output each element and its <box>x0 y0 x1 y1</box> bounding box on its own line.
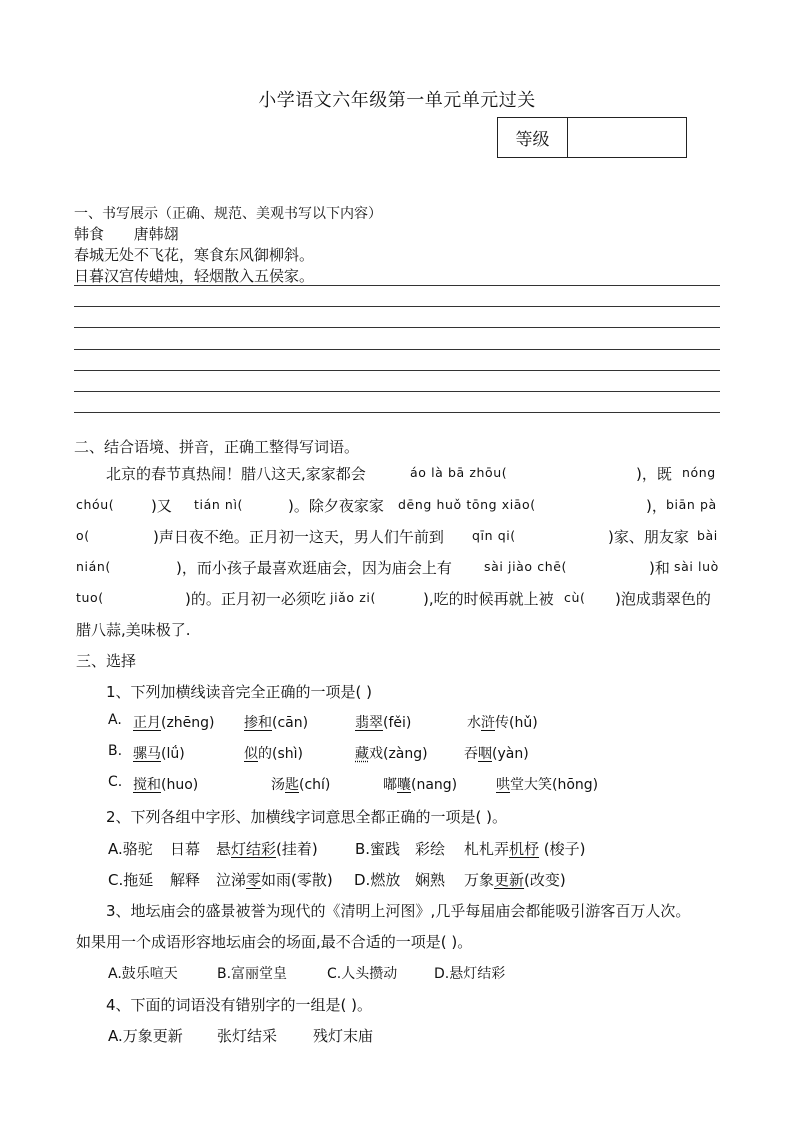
plain-char: 嘟 <box>383 777 397 793</box>
pronunciation: (huo) <box>161 777 199 793</box>
q1-b-item <box>355 743 428 763</box>
question-3-stem: 3、地坛庙会的盛景被誉为现代的《清明上河图》,几乎每届庙会都能吸引游客百万人次。 <box>106 902 691 920</box>
underlined-word: 搅和 <box>133 777 161 793</box>
q1-c-item <box>383 774 457 794</box>
pinyin-prompt: sài luò <box>674 559 719 574</box>
q3-option-a: A.鼓乐喧天 <box>108 966 178 982</box>
q2-option-b: B.蜜践 <box>355 840 401 858</box>
q2-word: 日幕 <box>170 840 201 858</box>
pinyin-prompt: sài jiào chē( <box>484 559 568 574</box>
pronunciation: 的(shì) <box>258 746 303 762</box>
underlined-word: 咽 <box>478 746 492 762</box>
q1-option-c-label: C. <box>108 774 123 790</box>
q2-option-d: D.燃放 <box>354 871 401 889</box>
grade-field[interactable] <box>568 118 686 157</box>
pronunciation: (yàn) <box>492 746 529 762</box>
q2-word: 彩绘 <box>415 840 446 858</box>
pronunciation: (cān) <box>272 715 309 731</box>
poem-author: 唐韩翃 <box>133 225 179 243</box>
writing-line[interactable] <box>74 306 720 307</box>
plain-char: 泣涕 <box>216 871 247 889</box>
section2-heading: 二、结合语境、拼音，正确工整得写词语。 <box>74 438 360 456</box>
para-text: )又 <box>151 497 172 515</box>
plain-char: 札札弄 <box>464 840 510 858</box>
q4-word: 残灯末庙 <box>313 1027 374 1045</box>
q1-a-item <box>355 712 411 732</box>
question-3-stem-cont: 如果用一个成语形容地坛庙会的场面,最不合适的一项是( )。 <box>76 933 473 951</box>
poem-line-2: 日暮汉宫传蜡烛，轻烟散入五侯家。 <box>74 267 315 285</box>
q3-option-c: C.人头攒动 <box>327 966 398 982</box>
plain-char: 吞 <box>464 746 478 762</box>
meaning: (挂着) <box>276 840 318 858</box>
pronunciation: (nang) <box>411 777 458 793</box>
writing-line[interactable] <box>74 370 720 371</box>
meaning: (梭子) <box>539 840 586 858</box>
q2-word <box>216 869 333 890</box>
q2-word: 解释 <box>170 871 201 889</box>
para-text: 北京的春节真热闹！腊八这天,家家都会 <box>106 465 366 483</box>
pronunciation: (zhēng) <box>161 715 215 731</box>
section3-heading: 三、选择 <box>76 652 137 670</box>
pinyin-prompt: tián nì( <box>194 497 244 512</box>
underlined-word: 哄 <box>496 777 510 793</box>
q1-option-b-label: B. <box>108 743 123 759</box>
pinyin-prompt: tuo( <box>76 590 104 605</box>
pinyin-prompt: nián( <box>76 559 111 574</box>
pronunciation: 戏(zàng) <box>369 746 428 762</box>
para-text: )和 <box>649 559 670 577</box>
pronunciation: (fěi) <box>383 715 412 731</box>
para-text: )泡成翡翠色的 <box>615 590 711 608</box>
plain-char: 悬 <box>216 840 232 858</box>
para-text: 腊八蒜,美味极了. <box>76 621 191 639</box>
grade-box <box>497 117 687 158</box>
para-text: )，而小孩子最喜欢逛庙会，因为庙会上有 <box>176 559 452 577</box>
q2-word <box>216 838 318 859</box>
poem-title-line <box>74 223 179 244</box>
writing-line[interactable] <box>74 349 720 350</box>
pinyin-prompt: nóng <box>682 465 716 480</box>
q1-c-item <box>271 774 330 794</box>
q1-a-item <box>244 712 308 732</box>
q2-word: 娴熟 <box>415 871 446 889</box>
plain-char: 水 <box>467 715 481 731</box>
section1-heading: 一、书写展示（正确、规范、美观书写以下内容） <box>74 206 382 222</box>
question-1-stem: 1、下列加横线读音完全正确的一项是( ) <box>106 683 373 701</box>
para-text: )家、朋友家 <box>608 528 689 546</box>
underlined-word: 囔 <box>397 777 411 793</box>
grade-label: 等级 <box>498 118 568 157</box>
q1-c-item <box>133 774 198 794</box>
question-2-stem: 2、下列各组中字形、加横线字词意思全都正确的一项是( )。 <box>106 808 508 826</box>
underlined-word: 翡翠 <box>355 715 383 731</box>
underlined-word: 浒 <box>481 715 495 731</box>
q4-word: 张灯结采 <box>217 1027 278 1045</box>
para-text: )的。正月初一必须吃 <box>185 590 326 608</box>
pronunciation: 堂大笑(hōng) <box>510 777 599 793</box>
underlined-word: 藏 <box>355 746 369 762</box>
pronunciation: 传(hǔ) <box>495 715 538 731</box>
para-text: ),吃的时候再就上被 <box>423 590 554 608</box>
poem-line-1: 春城无处不飞花，寒食东风御柳斜。 <box>74 246 315 264</box>
pinyin-prompt: bài <box>697 528 718 543</box>
q4-option-a: A.万象更新 <box>108 1027 183 1045</box>
q1-b-item <box>464 743 529 763</box>
underlined-word: 掺和 <box>244 715 272 731</box>
pinyin-prompt: o( <box>76 528 90 543</box>
underlined-word: 匙 <box>285 777 299 793</box>
plain-char: 汤 <box>271 777 285 793</box>
underlined-word: 似 <box>244 746 258 762</box>
underlined-word: 机杼 <box>509 840 540 858</box>
q2-word <box>464 838 586 859</box>
underlined-word: 正月 <box>133 715 161 731</box>
pinyin-prompt: áo là bā zhōu( <box>410 465 508 480</box>
para-text: )， <box>646 497 667 515</box>
underlined-word: 更新 <box>494 871 525 889</box>
page-title: 小学语文六年级第一单元单元过关 <box>258 90 536 111</box>
q1-c-item <box>496 774 598 794</box>
q1-b-item <box>133 743 185 763</box>
poem-title: 韩食 <box>74 225 105 243</box>
writing-line[interactable] <box>74 412 720 413</box>
writing-line[interactable] <box>74 391 720 392</box>
underlined-word: 骡马 <box>133 746 161 762</box>
q1-option-a-label: A. <box>108 712 122 728</box>
underlined-word: 零 <box>246 871 262 889</box>
meaning: (改变) <box>524 871 566 889</box>
pinyin-prompt: cù( <box>564 590 586 605</box>
q2-word <box>464 869 566 890</box>
q1-a-item <box>133 712 215 732</box>
para-text: )声日夜不绝。正月初一这天，男人们午前到 <box>153 528 444 546</box>
para-text: )。除夕夜家家 <box>288 497 384 515</box>
q2-option-a: A.骆驼 <box>108 840 153 858</box>
q2-option-c: C.拖延 <box>108 871 154 889</box>
pinyin-prompt: biān pà <box>666 497 717 512</box>
pronunciation: (chí) <box>299 777 331 793</box>
pinyin-prompt: dēng huǒ tōng xiāo( <box>398 497 536 512</box>
underlined-word: 灯结彩 <box>231 840 277 858</box>
question-4-stem: 4、下面的词语没有错别字的一组是( )。 <box>106 996 373 1014</box>
q3-option-d: D.悬灯结彩 <box>434 966 506 982</box>
writing-line[interactable] <box>74 327 720 328</box>
pronunciation: (lǘ) <box>161 746 185 762</box>
q1-a-item <box>467 712 538 732</box>
pinyin-prompt: jiǎo zi( <box>330 590 376 605</box>
q1-b-item <box>244 743 303 763</box>
q3-option-b: B.富丽堂皇 <box>217 966 288 982</box>
pinyin-prompt: qīn qi( <box>472 528 516 543</box>
writing-line[interactable] <box>74 285 720 286</box>
meaning: 如雨(零散) <box>261 871 333 889</box>
pinyin-prompt: chóu( <box>76 497 115 512</box>
plain-char: 万象 <box>464 871 495 889</box>
para-text: )，既 <box>636 465 672 483</box>
